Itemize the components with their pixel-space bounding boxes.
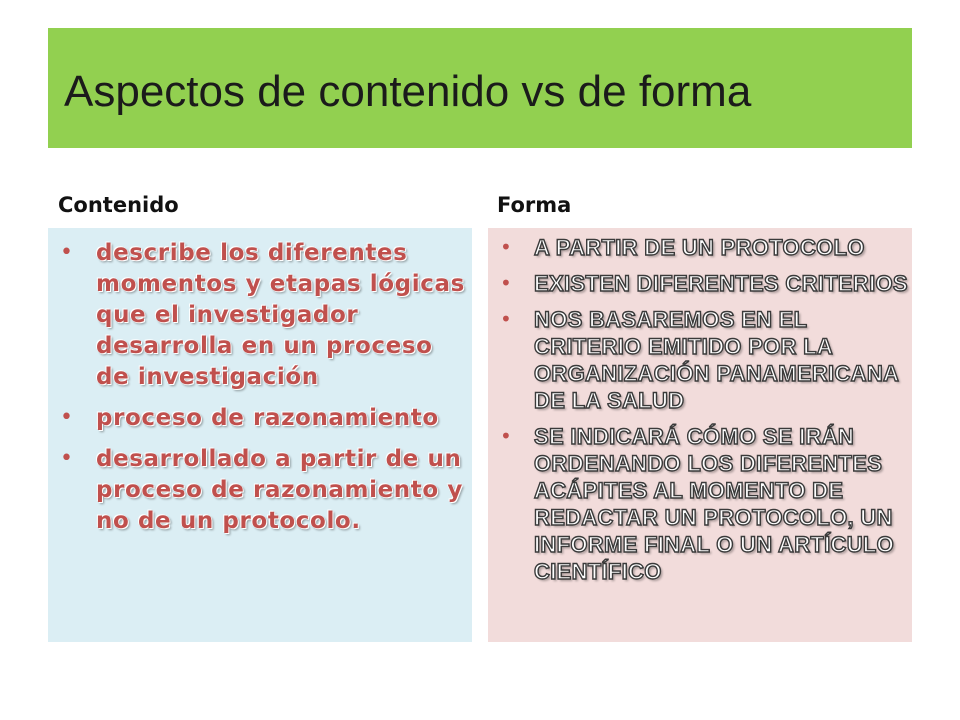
list-item (58, 403, 468, 434)
list-item-text: SE INDICARÁ CÓMO SE IRÁN ORDENANDO LOS DIFERENTES ACÁPITES AL MOMENTO DE REDACTAR UN PROTOCOLO, UN INFORME FINAL O UN ARTÍCULO CIENTÍFICO (534, 424, 895, 584)
list-item (498, 234, 910, 261)
list-item-text: NOS BASAREMOS EN EL CRITERIO EMITIDO POR LA ORGANIZACIÓN PANAMERICANA DE LA SALUD (534, 307, 899, 413)
title-band (48, 28, 912, 148)
column-heading-forma: Forma (497, 193, 572, 217)
list-item (58, 238, 468, 393)
list-item-text: proceso de razonamiento (96, 405, 439, 431)
list-item (498, 270, 910, 297)
list-item-text: A PARTIR DE UN PROTOCOLO (534, 235, 865, 260)
contenido-list (58, 238, 468, 547)
list-item-text: EXISTEN DIFERENTES CRITERIOS (534, 271, 908, 296)
forma-panel (488, 228, 912, 642)
bullet-icon: • (60, 446, 73, 471)
bullet-icon: • (500, 424, 512, 448)
bullet-icon: • (60, 240, 73, 265)
contenido-panel (48, 228, 472, 642)
list-item-text: desarrollado a partir de un proceso de razonamiento y no de un protocolo. (96, 446, 463, 534)
slide-title: Aspectos de contenido vs de forma (64, 67, 752, 116)
bullet-icon: • (500, 271, 512, 295)
list-item-text: describe los diferentes momentos y etapas lógicas que el investigador desarrolla en un proceso de investigación (96, 240, 465, 390)
list-item (498, 423, 910, 585)
bullet-icon: • (60, 405, 73, 430)
list-item (498, 306, 910, 414)
bullet-icon: • (500, 235, 512, 259)
forma-list (498, 234, 910, 594)
bullet-icon: • (500, 307, 512, 331)
list-item (58, 444, 468, 537)
column-heading-contenido: Contenido (58, 193, 179, 217)
